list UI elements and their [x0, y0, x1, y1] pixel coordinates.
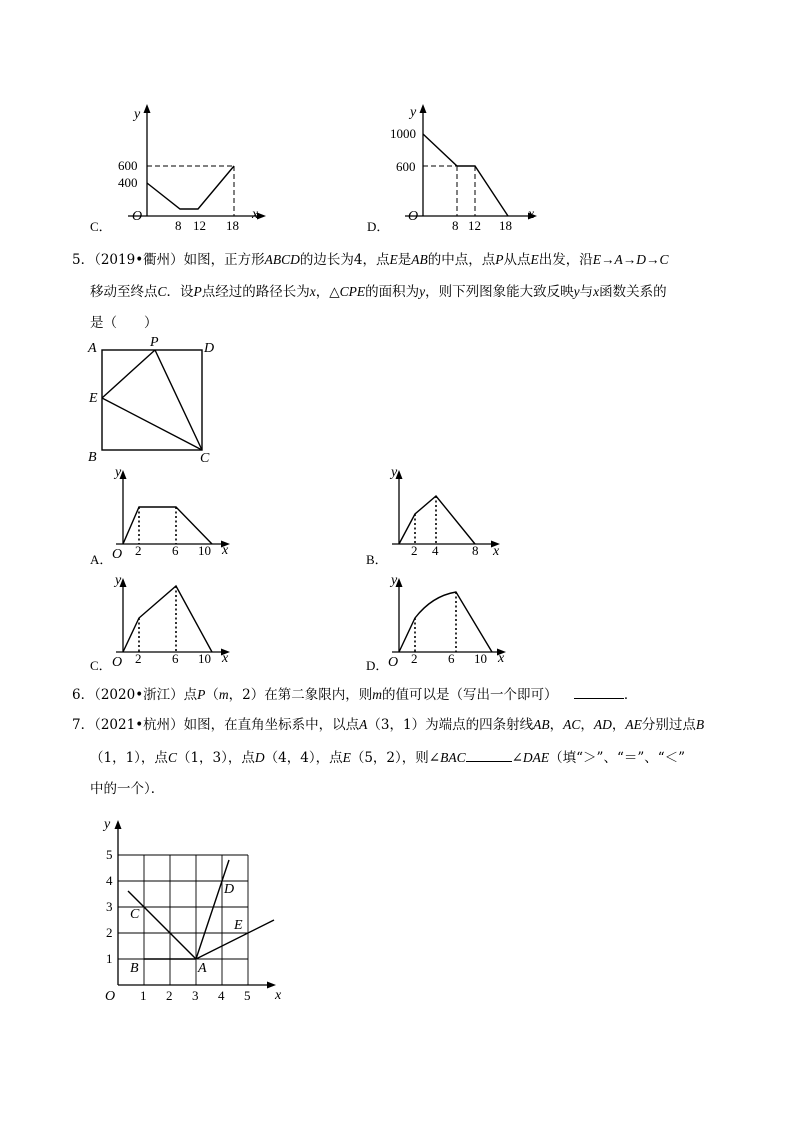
q5d-origin: O: [388, 655, 399, 670]
q7-point-c: C: [130, 907, 140, 922]
q5b-tick-8: 8: [472, 543, 479, 558]
q4d-y-tick-600: 600: [396, 159, 416, 174]
q4-option-c-label[interactable]: C．: [90, 219, 112, 234]
q5d-tick-10: 10: [474, 651, 487, 666]
q4d-y-label: y: [410, 105, 417, 120]
q7-x-tick-3: 3: [192, 988, 199, 1003]
q7-line-1: 7．（2021•杭州）如图，在直角坐标系中，以点A（3，1）为端点的四条射线AB，AC，AD，AE分别过点B: [72, 717, 705, 733]
q5c-tick-6: 6: [172, 651, 179, 666]
q4d-x-tick-8: 8: [452, 218, 459, 233]
q5a-curve: [123, 507, 212, 544]
q5a-tick-2: 2: [135, 543, 142, 558]
q4c-x-tick-18: 18: [226, 218, 239, 233]
q5-option-d-label[interactable]: D．: [366, 658, 389, 673]
square-abcd: [102, 350, 202, 450]
q5d-x: x: [498, 651, 505, 666]
q5d-y: y: [391, 573, 398, 588]
label-a: A: [88, 341, 97, 356]
label-d: D: [204, 341, 215, 356]
q7-origin: O: [105, 989, 116, 1004]
q6-answer-blank[interactable]: [574, 684, 624, 699]
q5c-tick-2: 2: [135, 651, 142, 666]
q4d-y-tick-1000: 1000: [390, 126, 416, 141]
q7-answer-blank[interactable]: [466, 747, 512, 762]
q4d-x-label: x: [528, 207, 535, 222]
q5a-tick-10: 10: [198, 543, 211, 558]
q5d-tick-6: 6: [448, 651, 455, 666]
q5-line-3: 是（ ）: [90, 315, 158, 331]
q7-x-axis: x: [275, 988, 282, 1003]
q7-line-3: 中的一个）．: [90, 781, 165, 797]
q7-point-a: A: [198, 961, 207, 976]
q4-graph-c: [88, 98, 288, 238]
q4c-y-label: y: [134, 107, 141, 122]
q7-point-b: B: [130, 961, 139, 976]
segment-ec: [102, 398, 202, 450]
q4-option-d-label[interactable]: D．: [367, 219, 390, 234]
q6-line: 6．（2020•浙江）点P（m，2）在第二象限内，则m的值可以是（写出一个即可） ．: [72, 684, 637, 705]
q4c-curve: [147, 166, 234, 209]
q4-graph-d: [365, 98, 565, 238]
q7-x-tick-4: 4: [218, 988, 225, 1003]
q5b-tick-4: 4: [432, 543, 439, 558]
q4d-x-tick-12: 12: [468, 218, 481, 233]
q4c-y-tick-600: 600: [118, 158, 138, 173]
q5-option-a-label[interactable]: A．: [90, 552, 113, 567]
q5-graph-c: [110, 568, 240, 668]
q7-y-tick-4: 4: [106, 873, 113, 888]
q5-line-1: 5．（2019•衢州）如图，正方形ABCD的边长为4，点E是AB的中点，点P从点E出发，沿E→A→D→C: [72, 252, 669, 268]
q5c-x: x: [222, 651, 229, 666]
q7-y-axis: y: [104, 817, 111, 832]
q5d-curve: [399, 592, 492, 652]
q5-line-2: 移动至终点C．设P点经过的路径长为x，△CPE的面积为y，则下列图象能大致反映y与x函数关系的: [90, 284, 667, 300]
q7-line-2: （1，1），点C（1，3），点D（4，4），点E（5，2），则∠BAC ∠DAE（填“＞”、“＝”、“＜”: [90, 747, 685, 768]
q5c-origin: O: [112, 655, 123, 670]
q5d-tick-2: 2: [411, 651, 418, 666]
q5c-y: y: [115, 573, 122, 588]
q5b-x: x: [493, 544, 500, 559]
q5a-x: x: [222, 543, 229, 558]
label-b: B: [88, 450, 97, 465]
q5a-tick-6: 6: [172, 543, 179, 558]
q4c-x-tick-12: 12: [193, 218, 206, 233]
q7-point-e: E: [234, 918, 243, 933]
q5c-curve: [123, 586, 212, 652]
q5a-origin: O: [112, 547, 123, 562]
q5-square-figure: [86, 336, 226, 466]
q7-x-tick-1: 1: [140, 988, 147, 1003]
q5b-y: y: [391, 465, 398, 480]
q5-graph-b: [386, 462, 516, 562]
label-p: P: [150, 335, 159, 350]
ray-ac: [128, 891, 196, 959]
q7-x-tick-2: 2: [166, 988, 173, 1003]
q7-y-tick-1: 1: [106, 951, 113, 966]
q7-y-tick-2: 2: [106, 925, 113, 940]
q5b-curve: [399, 496, 475, 544]
label-e: E: [89, 391, 98, 406]
label-c: C: [200, 451, 210, 466]
ray-ad: [196, 860, 229, 959]
q5b-tick-2: 2: [411, 543, 418, 558]
q5-graph-a: [110, 462, 240, 562]
q7-y-tick-5: 5: [106, 847, 113, 862]
q5-option-c-label[interactable]: C．: [90, 658, 112, 673]
segment-pc: [155, 350, 202, 450]
q4c-y-tick-400: 400: [118, 175, 138, 190]
q7-grid-figure: [90, 812, 300, 1012]
q4d-x-tick-18: 18: [499, 218, 512, 233]
q7-point-d: D: [224, 882, 235, 897]
q5c-tick-10: 10: [198, 651, 211, 666]
q7-y-tick-3: 3: [106, 899, 113, 914]
q5a-y: y: [115, 465, 122, 480]
q4d-origin: O: [408, 209, 419, 224]
q5-graph-d: [386, 568, 516, 668]
q4c-origin: O: [132, 209, 143, 224]
q4d-curve: [423, 134, 508, 216]
q4c-x-tick-8: 8: [175, 218, 182, 233]
segment-ep: [102, 350, 155, 398]
q7-x-tick-5: 5: [244, 988, 251, 1003]
q5-option-b-label[interactable]: B．: [366, 552, 388, 567]
q4c-x-label: x: [252, 207, 259, 222]
